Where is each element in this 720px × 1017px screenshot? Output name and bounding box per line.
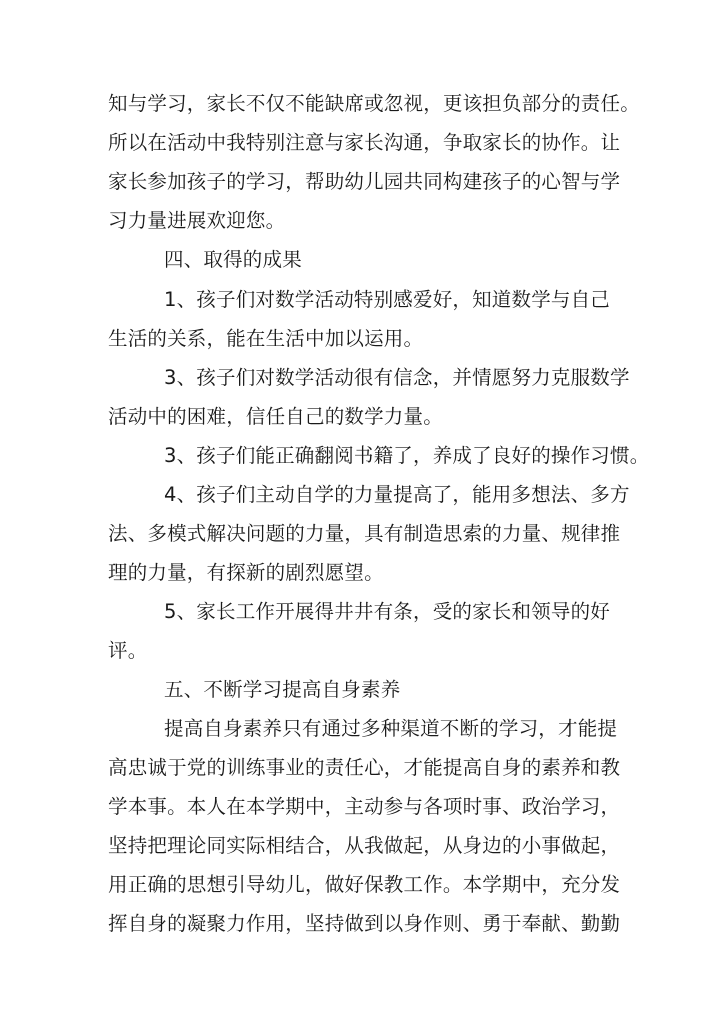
list-item-line: 4、孩子们主动自学的力量提高了，能用多想法、多方 xyxy=(164,483,630,506)
list-item-line: 1、孩子们对数学活动特别感爱好，知道数学与自己 xyxy=(164,288,611,311)
list-item-line: 评。 xyxy=(108,639,148,662)
paragraph-line: 家长参加孩子的学习，帮助幼儿园共同构建孩子的心智与学 xyxy=(108,170,621,193)
list-item-line: 3、孩子们能正确翻阅书籍了，养成了良好的操作习惯。 xyxy=(164,444,650,467)
section-heading: 四、取得的成果 xyxy=(164,248,302,271)
list-item-line: 法、多模式解决问题的力量，具有制造思索的力量、规律推 xyxy=(108,522,621,545)
paragraph-line: 高忠诚于党的训练事业的责任心，才能提高自身的素养和教 xyxy=(108,756,621,779)
list-item-line: 理的力量，有探新的剧烈愿望。 xyxy=(108,561,384,584)
paragraph-line: 学本事。本人在本学期中，主动参与各项时事、政治学习， xyxy=(108,795,621,818)
list-item-line: 活动中的困难，信任自己的数学力量。 xyxy=(108,405,443,428)
paragraph-line: 挥自身的凝聚力作用，坚持做到以身作则、勇于奉献、勤勤 xyxy=(108,912,621,935)
list-item-line: 5、家长工作开展得井井有条，受的家长和领导的好 xyxy=(164,600,611,623)
paragraph-line: 坚持把理论同实际相结合，从我做起，从身边的小事做起， xyxy=(108,834,621,857)
list-item-line: 生活的关系，能在生活中加以运用。 xyxy=(108,327,424,350)
paragraph-line: 知与学习，家长不仅不能缺席或忽视，更该担负部分的责任。 xyxy=(108,92,640,115)
paragraph-line: 用正确的思想引导幼儿，做好保教工作。本学期中，充分发 xyxy=(108,873,621,896)
paragraph-line: 所以在活动中我特别注意与家长沟通，争取家长的协作。让 xyxy=(108,131,621,154)
section-heading: 五、不断学习提高自身素养 xyxy=(164,678,401,701)
list-item-line: 3、孩子们对数学活动很有信念，并情愿努力克服数学 xyxy=(164,366,630,389)
paragraph-line: 习力量进展欢迎您。 xyxy=(108,209,286,232)
paragraph-line: 提高自身素养只有通过多种渠道不断的学习，才能提 xyxy=(164,717,618,740)
